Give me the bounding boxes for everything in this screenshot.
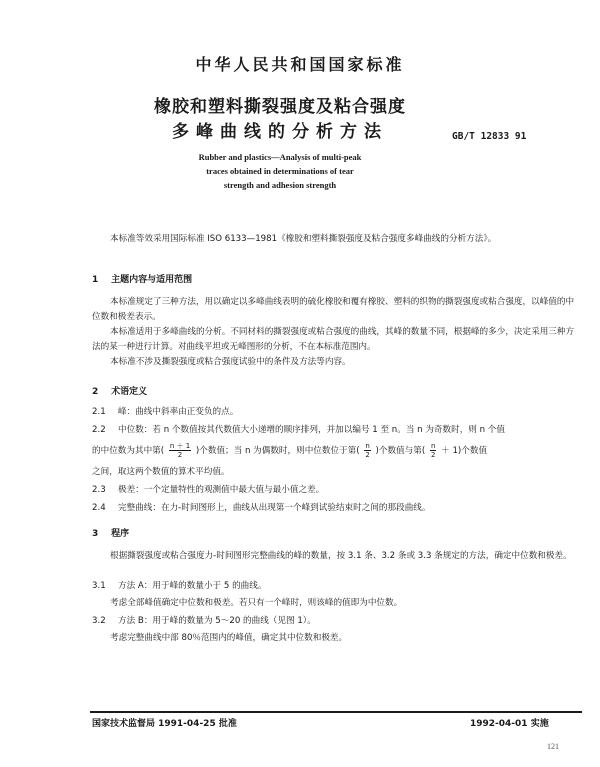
fraction-denominator: 2 (177, 451, 183, 459)
section-3-title: 程序 (111, 529, 130, 539)
standard-number: GB/T 12833 91 (452, 131, 527, 142)
title-en-line1: Rubber and plastics—Analysis of multi-peak (198, 152, 362, 162)
definition-median-line2 (92, 440, 487, 462)
section-1-paragraph-1: 本标准规定了三种方法，用以确定以多峰曲线表明的硫化橡胶和覆有橡胶、塑料的织物的撕裂强度或粘合强度，以峰值的中位数和极差表示。 (92, 297, 575, 322)
fraction-numerator: n (430, 442, 436, 450)
method-a (92, 579, 266, 594)
fraction-numerator: n (365, 442, 370, 450)
section-1-number: 1 (92, 275, 99, 285)
definition-text: 中位数：若 n 个数值按其代数值大小递增的顺序排列，并加以编号 1 至 n。当 n 为奇数时，则 n 个值 (118, 425, 505, 435)
definition-number: 2.2 (92, 425, 106, 435)
fraction-n-plus-1-over-2 (169, 442, 191, 459)
definition-number: 2.3 (92, 485, 106, 495)
median-text-part4: ＋ 1)个数值 (441, 446, 488, 456)
fraction-denominator: 2 (430, 451, 436, 459)
definition-text: 峰：曲线中斜率由正变负的点。 (118, 407, 239, 417)
fraction-denominator: 2 (365, 451, 370, 459)
method-b (92, 614, 316, 629)
definition-number: 2.1 (92, 407, 106, 417)
section-2-number: 2 (92, 387, 99, 397)
section-1-paragraph-3: 本标准不涉及撕裂强度或粘合强度试验中的条件及方法等内容。 (110, 357, 351, 367)
definition-number: 2.4 (92, 503, 106, 513)
median-text-part1: 的中位数为其中第( (92, 446, 165, 456)
definition-peak (92, 405, 238, 420)
section-2-title: 术语定义 (111, 387, 148, 397)
page-number: 121 (547, 742, 559, 751)
section-1-title: 主题内容与适用范围 (111, 275, 193, 285)
section-3-heading (92, 526, 129, 539)
definition-text: 完整曲线：在力-时间图形上，曲线从出现第一个峰到试验结束时之间的那段曲线。 (118, 503, 431, 513)
implementation-date: 1992-04-01 实施 (470, 719, 549, 729)
section-3-paragraph: 根据撕裂强度或粘合强度力-时间图形完整曲线的峰的数量，按 3.1 条、3.2 条或 3.3 条规定的方法，确定中位数和极差。 (110, 551, 572, 561)
definition-text: 极差：一个定量特性的观测值中最大值与最小值之差。 (118, 485, 325, 495)
title-cn-line1: 橡胶和塑料撕裂强度及粘合强度 (154, 97, 406, 117)
footer-divider (90, 711, 582, 713)
fraction-n-over-2-a (364, 442, 370, 459)
section-1-paragraph-2: 本标准适用于多峰曲线的分析。不同材料的撕裂强度或粘合强度的曲线，其峰的数量不同，根据峰的多少，决定采用三种方法的某一种进行计算。对曲线平坦或无峰图形的分析，不在本标准范围内。 (92, 327, 575, 352)
approval-date: 国家技术监督局 1991-04-25 批准 (92, 719, 237, 729)
standard-header: 中华人民共和国国家标准 (195, 55, 405, 74)
method-number: 3.2 (92, 616, 106, 626)
definition-complete-curve (92, 501, 430, 516)
method-b-note: 考虑完整曲线中部 80％范围内的峰值，确定其中位数和极差。 (110, 633, 348, 643)
median-text-part2: )个数值；当 n 为偶数时，则中位数位于第( (195, 446, 360, 456)
title-en-line3: strength and adhesion strength (223, 180, 337, 190)
section-2-heading (92, 384, 147, 397)
definition-median-line1 (92, 423, 505, 438)
method-text: 方法 A：用于峰的数量小于 5 的曲线。 (118, 581, 267, 591)
method-a-note: 考虑全部峰值确定中位数和极差。若只有一个峰时，则该峰的值即为中位数。 (110, 598, 403, 608)
section-3-number: 3 (92, 529, 99, 539)
median-text-part3: )个数值与第( (375, 446, 426, 456)
section-1-heading (92, 272, 192, 285)
method-number: 3.1 (92, 581, 106, 591)
definition-median-line3: 之间，取这两个数值的算术平均值。 (92, 467, 230, 477)
title-cn-line2: 多峰曲线的分析方法 (172, 122, 388, 142)
fraction-n-over-2-b (430, 442, 436, 459)
intro-paragraph: 本标准等效采用国际标准 ISO 6133—1981《橡胶和塑料撕裂强度及粘合强度多峰曲线的分析方法》。 (110, 234, 497, 244)
method-text: 方法 B：用于峰的数量为 5～20 的曲线（见图 1）。 (118, 616, 316, 626)
fraction-numerator: n ＋ 1 (169, 442, 191, 450)
definition-range (92, 483, 324, 498)
title-en-line2: traces obtained in determinations of tear (206, 166, 354, 176)
